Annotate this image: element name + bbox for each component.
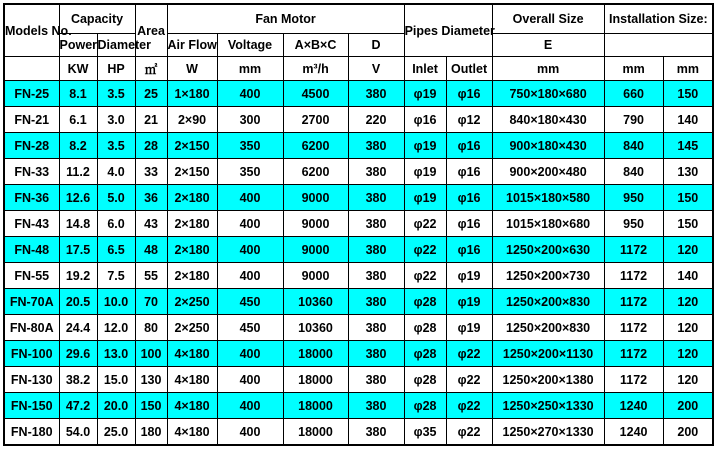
cell-model: FN-150 — [4, 393, 59, 419]
cell-diameter: 400 — [217, 419, 283, 445]
cell-area: 28 — [135, 133, 167, 159]
cell-model: FN-21 — [4, 107, 59, 133]
cell-overall-size: 900×180×430 — [492, 133, 604, 159]
header-abc: A×B×C — [283, 34, 348, 57]
table-row — [4, 211, 713, 237]
cell-model: FN-28 — [4, 133, 59, 159]
cell-d: 1172 — [604, 341, 663, 367]
cell-power: 2×150 — [167, 133, 217, 159]
table-row — [4, 159, 713, 185]
header-power: Power — [59, 34, 97, 57]
cell-voltage: 380 — [348, 341, 404, 367]
cell-power: 4×180 — [167, 419, 217, 445]
cell-hp: 10.0 — [97, 289, 135, 315]
cell-outlet: φ19 — [446, 289, 492, 315]
table-row — [4, 81, 713, 107]
cell-hp: 4.0 — [97, 159, 135, 185]
cell-e: 145 — [663, 133, 713, 159]
unit-voltage: V — [348, 57, 404, 81]
table-row — [4, 263, 713, 289]
cell-outlet: φ22 — [446, 419, 492, 445]
cell-d: 1172 — [604, 237, 663, 263]
cell-hp: 3.5 — [97, 133, 135, 159]
cell-hp: 15.0 — [97, 367, 135, 393]
cell-inlet: φ22 — [404, 263, 446, 289]
cell-air-flow: 18000 — [283, 393, 348, 419]
unit-models-blank — [4, 57, 59, 81]
header-overall-size: Overall Size — [492, 4, 604, 34]
cell-model: FN-130 — [4, 367, 59, 393]
cell-e: 130 — [663, 159, 713, 185]
cell-model: FN-100 — [4, 341, 59, 367]
cell-d: 1172 — [604, 367, 663, 393]
header-air-flow: Air Flow — [167, 34, 217, 57]
header-outlet: Outlet — [446, 57, 492, 81]
header-pipes-diameter: Pipes Diameter — [404, 4, 492, 57]
cell-kw: 8.1 — [59, 81, 97, 107]
cell-voltage: 380 — [348, 263, 404, 289]
cell-area: 25 — [135, 81, 167, 107]
cell-area: 33 — [135, 159, 167, 185]
fan-coil-spec-table — [3, 3, 714, 446]
header-capacity: Capacity — [59, 4, 135, 34]
cell-power: 2×180 — [167, 263, 217, 289]
cell-voltage: 380 — [348, 315, 404, 341]
cell-inlet: φ28 — [404, 367, 446, 393]
cell-inlet: φ19 — [404, 133, 446, 159]
cell-d: 840 — [604, 133, 663, 159]
cell-diameter: 400 — [217, 237, 283, 263]
cell-area: 55 — [135, 263, 167, 289]
cell-air-flow: 6200 — [283, 159, 348, 185]
header-row-fields — [4, 34, 713, 57]
cell-diameter: 400 — [217, 81, 283, 107]
cell-diameter: 400 — [217, 341, 283, 367]
unit-e: mm — [663, 57, 713, 81]
cell-d: 790 — [604, 107, 663, 133]
header-inlet: Inlet — [404, 57, 446, 81]
cell-d: 660 — [604, 81, 663, 107]
cell-d: 1172 — [604, 289, 663, 315]
cell-inlet: φ19 — [404, 185, 446, 211]
cell-diameter: 400 — [217, 263, 283, 289]
cell-model: FN-33 — [4, 159, 59, 185]
cell-hp: 3.5 — [97, 81, 135, 107]
cell-area: 130 — [135, 367, 167, 393]
cell-power: 4×180 — [167, 341, 217, 367]
cell-inlet: φ16 — [404, 107, 446, 133]
cell-outlet: φ12 — [446, 107, 492, 133]
cell-e: 120 — [663, 289, 713, 315]
table-row — [4, 393, 713, 419]
cell-area: 36 — [135, 185, 167, 211]
cell-model: FN-70A — [4, 289, 59, 315]
cell-overall-size: 1250×270×1330 — [492, 419, 604, 445]
cell-overall-size: 1250×200×830 — [492, 289, 604, 315]
cell-voltage: 380 — [348, 289, 404, 315]
cell-power: 2×180 — [167, 237, 217, 263]
cell-area: 100 — [135, 341, 167, 367]
cell-e: 140 — [663, 263, 713, 289]
cell-kw: 14.8 — [59, 211, 97, 237]
cell-area: 48 — [135, 237, 167, 263]
cell-voltage: 380 — [348, 211, 404, 237]
cell-diameter: 350 — [217, 159, 283, 185]
cell-air-flow: 4500 — [283, 81, 348, 107]
cell-hp: 12.0 — [97, 315, 135, 341]
cell-area: 70 — [135, 289, 167, 315]
unit-air-flow: m³/h — [283, 57, 348, 81]
cell-diameter: 300 — [217, 107, 283, 133]
cell-diameter: 450 — [217, 315, 283, 341]
cell-e: 140 — [663, 107, 713, 133]
cell-power: 4×180 — [167, 393, 217, 419]
cell-diameter: 350 — [217, 133, 283, 159]
cell-e: 120 — [663, 315, 713, 341]
cell-kw: 38.2 — [59, 367, 97, 393]
cell-area: 150 — [135, 393, 167, 419]
cell-e: 200 — [663, 419, 713, 445]
cell-kw: 47.2 — [59, 393, 97, 419]
cell-inlet: φ19 — [404, 159, 446, 185]
cell-inlet: φ22 — [404, 237, 446, 263]
cell-model: FN-80A — [4, 315, 59, 341]
cell-overall-size: 1015×180×680 — [492, 211, 604, 237]
table-row — [4, 237, 713, 263]
cell-overall-size: 1250×200×1130 — [492, 341, 604, 367]
cell-hp: 25.0 — [97, 419, 135, 445]
cell-air-flow: 10360 — [283, 289, 348, 315]
header-diameter: Diameter — [97, 34, 135, 57]
cell-outlet: φ22 — [446, 393, 492, 419]
cell-kw: 6.1 — [59, 107, 97, 133]
header-area: Area — [135, 4, 167, 57]
cell-power: 2×180 — [167, 211, 217, 237]
cell-overall-size: 840×180×430 — [492, 107, 604, 133]
cell-inlet: φ28 — [404, 289, 446, 315]
cell-outlet: φ16 — [446, 159, 492, 185]
cell-inlet: φ22 — [404, 211, 446, 237]
cell-outlet: φ16 — [446, 185, 492, 211]
cell-model: FN-25 — [4, 81, 59, 107]
header-row-groups — [4, 4, 713, 34]
cell-inlet: φ28 — [404, 315, 446, 341]
cell-area: 43 — [135, 211, 167, 237]
cell-voltage: 380 — [348, 393, 404, 419]
cell-e: 120 — [663, 341, 713, 367]
cell-diameter: 450 — [217, 289, 283, 315]
cell-overall-size: 1250×200×1380 — [492, 367, 604, 393]
cell-e: 150 — [663, 211, 713, 237]
unit-diameter: mm — [217, 57, 283, 81]
cell-d: 1172 — [604, 263, 663, 289]
unit-d: mm — [604, 57, 663, 81]
unit-hp: HP — [97, 57, 135, 81]
cell-inlet: φ19 — [404, 81, 446, 107]
cell-power: 2×250 — [167, 289, 217, 315]
cell-kw: 54.0 — [59, 419, 97, 445]
cell-kw: 8.2 — [59, 133, 97, 159]
table-row — [4, 341, 713, 367]
cell-inlet: φ35 — [404, 419, 446, 445]
header-voltage: Voltage — [217, 34, 283, 57]
cell-inlet: φ28 — [404, 341, 446, 367]
cell-kw: 19.2 — [59, 263, 97, 289]
cell-power: 2×150 — [167, 159, 217, 185]
cell-kw: 29.6 — [59, 341, 97, 367]
cell-power: 1×180 — [167, 81, 217, 107]
cell-overall-size: 1015×180×580 — [492, 185, 604, 211]
header-models: Models No. — [4, 4, 59, 57]
cell-voltage: 380 — [348, 81, 404, 107]
cell-d: 1240 — [604, 419, 663, 445]
table-row — [4, 289, 713, 315]
header-fan-motor: Fan Motor — [167, 4, 404, 34]
cell-overall-size: 1250×200×730 — [492, 263, 604, 289]
header-installation-size: Installation Size: — [604, 4, 713, 34]
unit-overall: mm — [492, 57, 604, 81]
cell-air-flow: 9000 — [283, 185, 348, 211]
table-row — [4, 367, 713, 393]
cell-voltage: 220 — [348, 107, 404, 133]
cell-model: FN-180 — [4, 419, 59, 445]
cell-kw: 17.5 — [59, 237, 97, 263]
table-row — [4, 419, 713, 445]
cell-d: 840 — [604, 159, 663, 185]
cell-voltage: 380 — [348, 419, 404, 445]
cell-d: 1240 — [604, 393, 663, 419]
cell-overall-size: 1250×200×830 — [492, 315, 604, 341]
cell-hp: 13.0 — [97, 341, 135, 367]
cell-hp: 20.0 — [97, 393, 135, 419]
cell-air-flow: 9000 — [283, 211, 348, 237]
cell-power: 2×180 — [167, 185, 217, 211]
cell-kw: 24.4 — [59, 315, 97, 341]
table-row — [4, 185, 713, 211]
cell-voltage: 380 — [348, 367, 404, 393]
cell-area: 80 — [135, 315, 167, 341]
cell-outlet: φ22 — [446, 367, 492, 393]
cell-overall-size: 750×180×680 — [492, 81, 604, 107]
cell-outlet: φ16 — [446, 237, 492, 263]
cell-air-flow: 18000 — [283, 419, 348, 445]
cell-outlet: φ22 — [446, 341, 492, 367]
spec-table-body — [4, 81, 713, 446]
cell-power: 4×180 — [167, 367, 217, 393]
cell-hp: 6.0 — [97, 211, 135, 237]
cell-voltage: 380 — [348, 133, 404, 159]
cell-hp: 7.5 — [97, 263, 135, 289]
cell-diameter: 400 — [217, 211, 283, 237]
cell-outlet: φ19 — [446, 315, 492, 341]
table-row — [4, 133, 713, 159]
cell-e: 150 — [663, 81, 713, 107]
cell-diameter: 400 — [217, 393, 283, 419]
cell-overall-size: 1250×250×1330 — [492, 393, 604, 419]
table-row — [4, 107, 713, 133]
cell-outlet: φ16 — [446, 133, 492, 159]
table-row — [4, 315, 713, 341]
cell-air-flow: 6200 — [283, 133, 348, 159]
header-d: D — [348, 34, 404, 57]
cell-e: 200 — [663, 393, 713, 419]
cell-air-flow: 18000 — [283, 367, 348, 393]
cell-d: 950 — [604, 185, 663, 211]
cell-model: FN-36 — [4, 185, 59, 211]
cell-outlet: φ16 — [446, 211, 492, 237]
cell-hp: 6.5 — [97, 237, 135, 263]
cell-overall-size: 900×200×480 — [492, 159, 604, 185]
cell-power: 2×250 — [167, 315, 217, 341]
cell-model: FN-55 — [4, 263, 59, 289]
cell-kw: 12.6 — [59, 185, 97, 211]
cell-outlet: φ19 — [446, 263, 492, 289]
cell-power: 2×90 — [167, 107, 217, 133]
cell-model: FN-48 — [4, 237, 59, 263]
cell-voltage: 380 — [348, 237, 404, 263]
cell-air-flow: 18000 — [283, 341, 348, 367]
cell-inlet: φ28 — [404, 393, 446, 419]
cell-hp: 5.0 — [97, 185, 135, 211]
cell-air-flow: 10360 — [283, 315, 348, 341]
cell-area: 21 — [135, 107, 167, 133]
cell-diameter: 400 — [217, 185, 283, 211]
cell-kw: 20.5 — [59, 289, 97, 315]
cell-outlet: φ16 — [446, 81, 492, 107]
header-row-units — [4, 57, 713, 81]
cell-air-flow: 2700 — [283, 107, 348, 133]
cell-e: 120 — [663, 367, 713, 393]
unit-kw: KW — [59, 57, 97, 81]
cell-overall-size: 1250×200×630 — [492, 237, 604, 263]
cell-d: 1172 — [604, 315, 663, 341]
unit-area: ㎡ — [135, 57, 167, 81]
cell-air-flow: 9000 — [283, 237, 348, 263]
cell-voltage: 380 — [348, 185, 404, 211]
cell-diameter: 400 — [217, 367, 283, 393]
cell-area: 180 — [135, 419, 167, 445]
unit-power: W — [167, 57, 217, 81]
cell-voltage: 380 — [348, 159, 404, 185]
cell-model: FN-43 — [4, 211, 59, 237]
cell-e: 150 — [663, 185, 713, 211]
cell-d: 950 — [604, 211, 663, 237]
cell-e: 120 — [663, 237, 713, 263]
cell-air-flow: 9000 — [283, 263, 348, 289]
cell-kw: 11.2 — [59, 159, 97, 185]
header-e: E — [492, 34, 604, 57]
cell-hp: 3.0 — [97, 107, 135, 133]
